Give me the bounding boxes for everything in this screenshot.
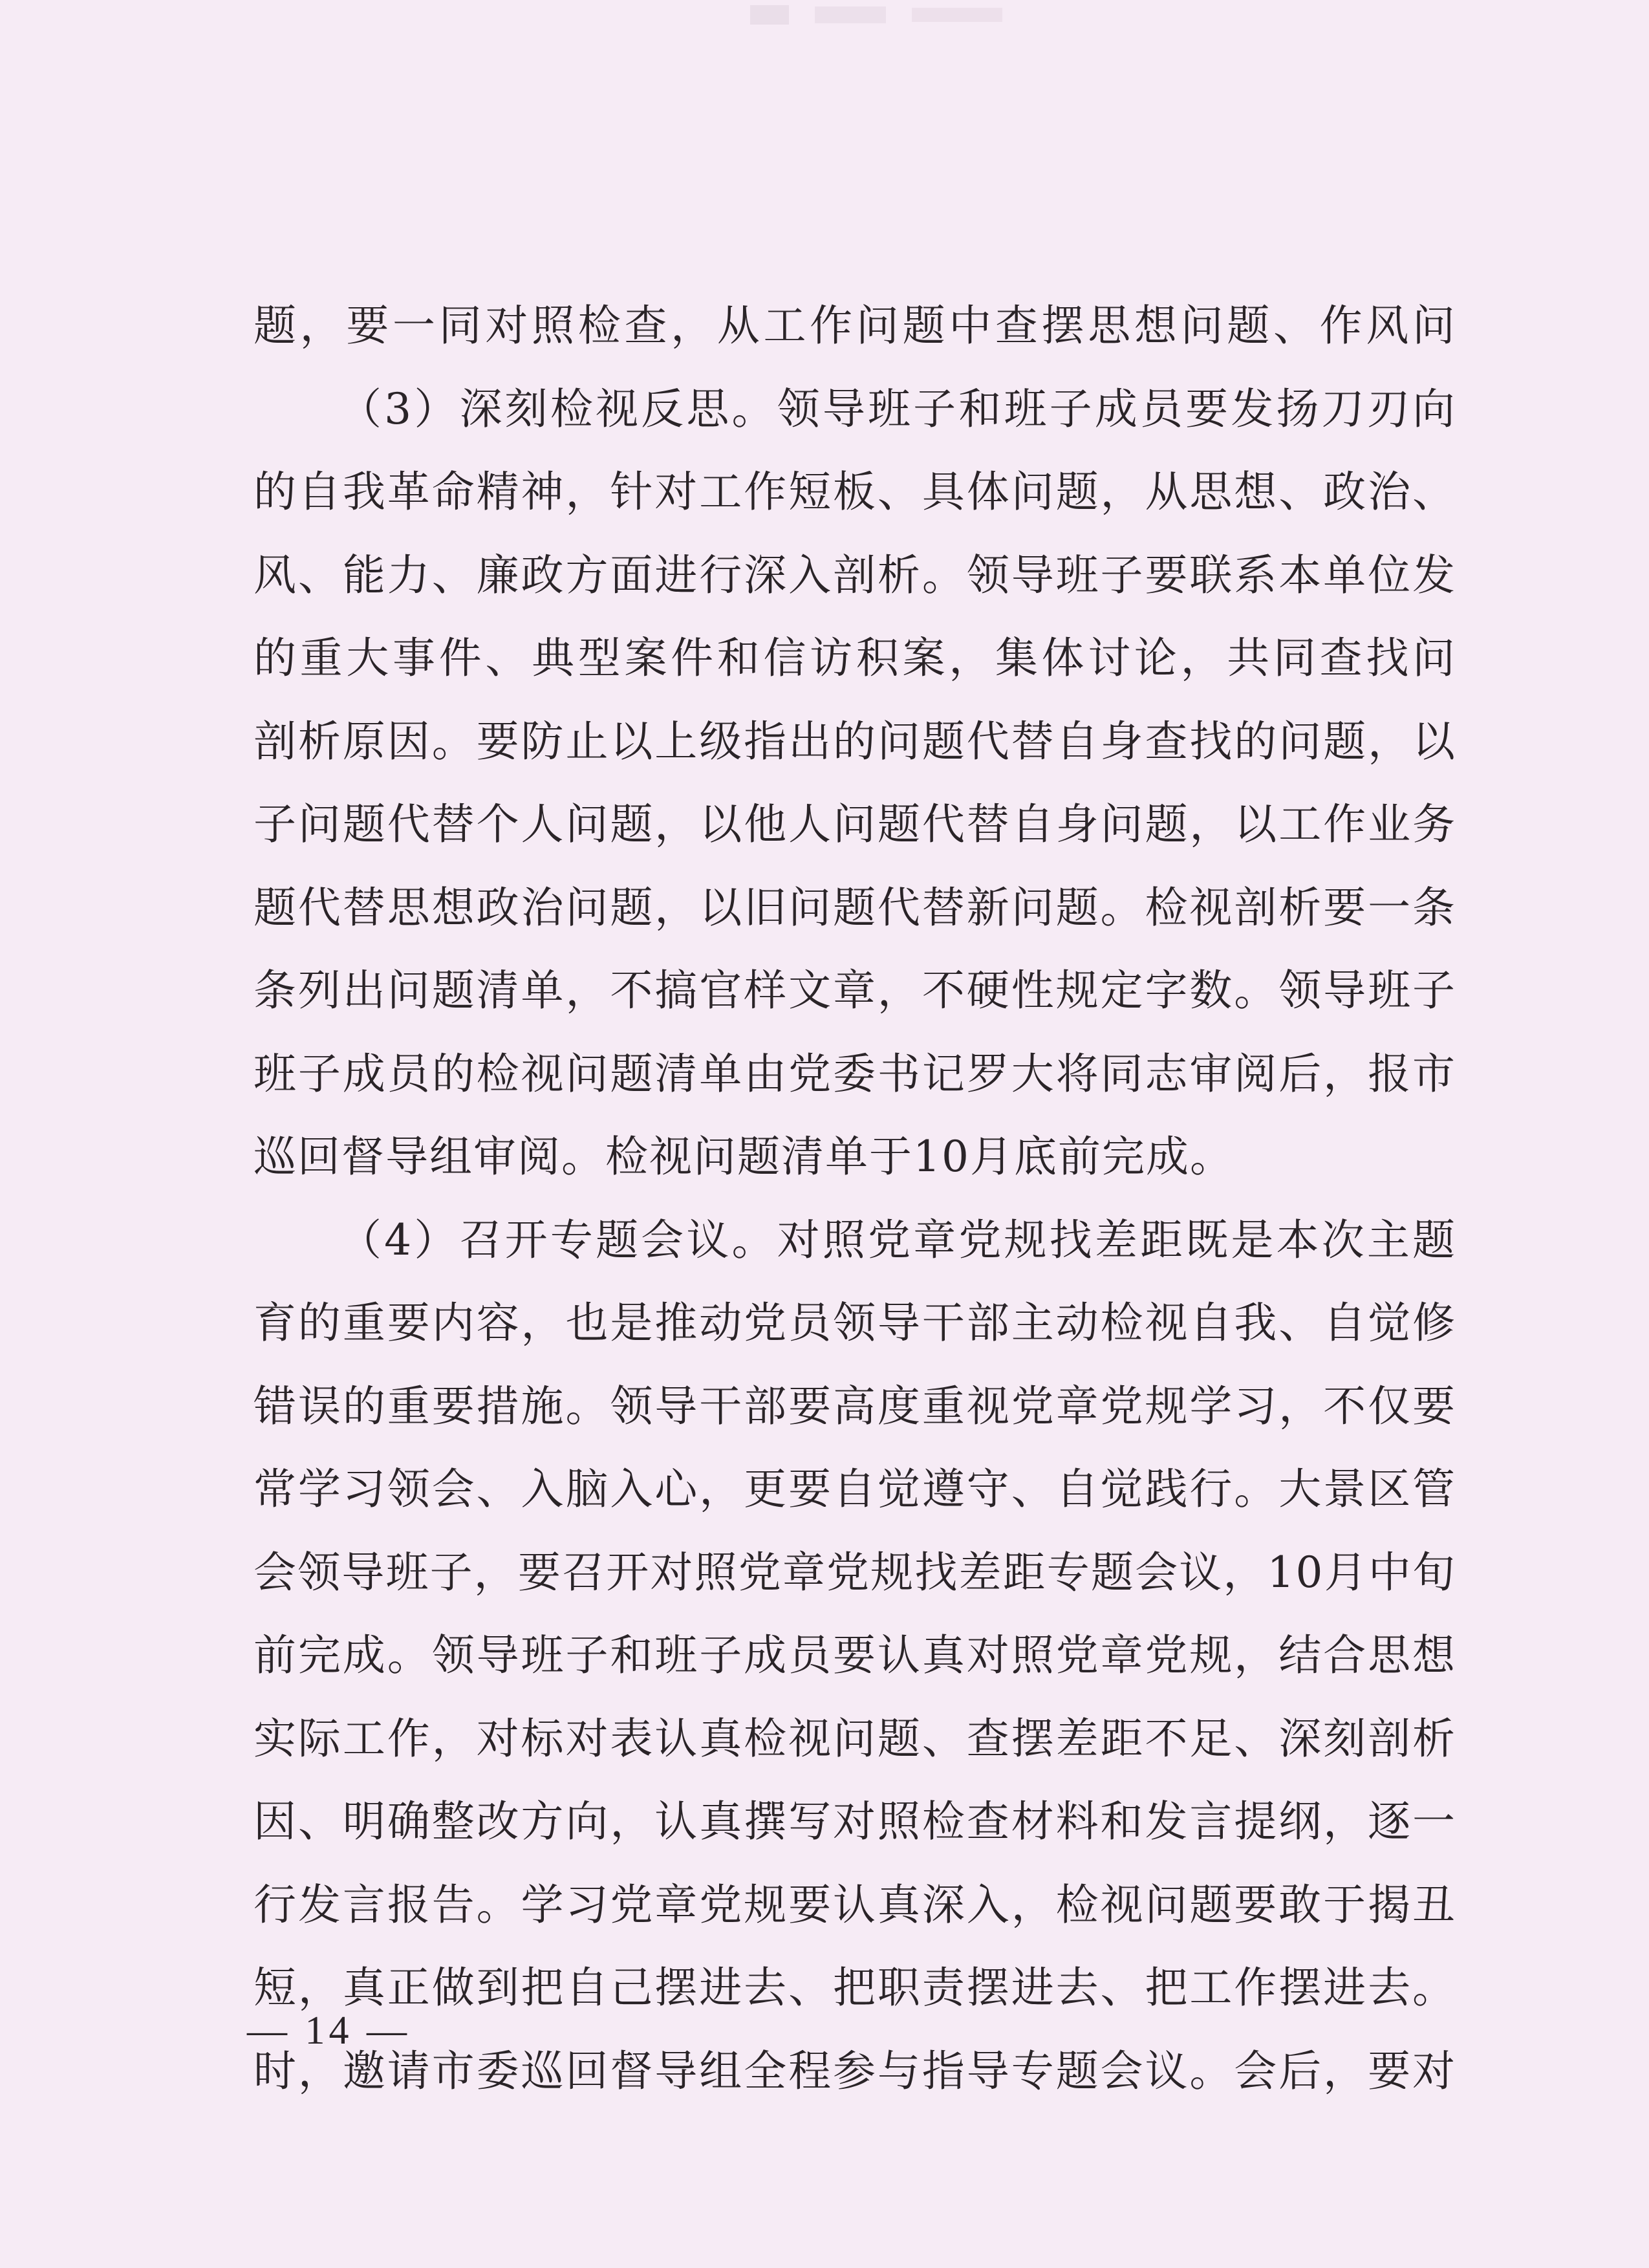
text-line: 题，要一同对照检查，从工作问题中查摆思想问题、作风问: [253, 301, 1456, 351]
text-line: 巡回督导组审阅。检视问题清单于10月底前完成。: [253, 1132, 1234, 1182]
text-line: 的重大事件、典型案件和信访积案，集体讨论，共同查找问: [253, 633, 1456, 683]
text-line: 会领导班子，要召开对照党章党规找差距专题会议，10月中旬: [253, 1547, 1456, 1597]
scan-artifact-top: [744, 0, 1015, 39]
text-line: 前完成。领导班子和班子成员要认真对照党章党规，结合思想: [253, 1630, 1456, 1680]
text-line: 题代替思想政治问题，以旧问题代替新问题。检视剖析要一条: [253, 882, 1456, 933]
text-line: 短，真正做到把自己摆进去、把职责摆进去、把工作摆进去。: [253, 1963, 1456, 2013]
text-line: 常学习领会、入脑入心，更要自觉遵守、自觉践行。大景区管: [253, 1464, 1456, 1514]
body-text: [253, 285, 1456, 2113]
page-number: — 14 —: [247, 2009, 411, 2053]
text-line: 的自我革命精神，针对工作短板、具体问题，从思想、政治、: [253, 467, 1456, 517]
text-line: 风、能力、廉政方面进行深入剖析。领导班子要联系本单位发: [253, 550, 1456, 600]
text-line: 行发言报告。学习党章党规要认真深入，检视问题要敢于揭丑: [253, 1879, 1456, 1930]
text-line: 子问题代替个人问题，以他人问题代替自身问题，以工作业务: [253, 799, 1456, 849]
text-line: 班子成员的检视问题清单由党委书记罗大将同志审阅后，报市: [253, 1048, 1456, 1099]
text-line: 因、明确整改方向，认真撰写对照检查材料和发言提纲，逐一: [253, 1797, 1456, 1846]
text-line: 育的重要内容，也是推动党员领导干部主动检视自我、自觉修: [253, 1298, 1456, 1348]
text-line: 条列出问题清单，不搞官样文章，不硬性规定字数。领导班子: [253, 966, 1456, 1015]
text-line: 时，邀请市委巡回督导组全程参与指导专题会议。会后，要对: [253, 2046, 1456, 2096]
text-line: 实际工作，对标对表认真检视问题、查摆差距不足、深刻剖析: [253, 1713, 1456, 1764]
text-line: 错误的重要措施。领导干部要高度重视党章党规学习，不仅要: [253, 1381, 1456, 1431]
paragraph-heading-line: （3）深刻检视反思。领导班子和班子成员要发扬刀刃向: [339, 383, 1456, 434]
text-line: 剖析原因。要防止以上级指出的问题代替自身查找的问题，以: [253, 716, 1456, 766]
paragraph-heading-line: （4）召开专题会议。对照党章党规找差距既是本次主题: [339, 1215, 1456, 1265]
